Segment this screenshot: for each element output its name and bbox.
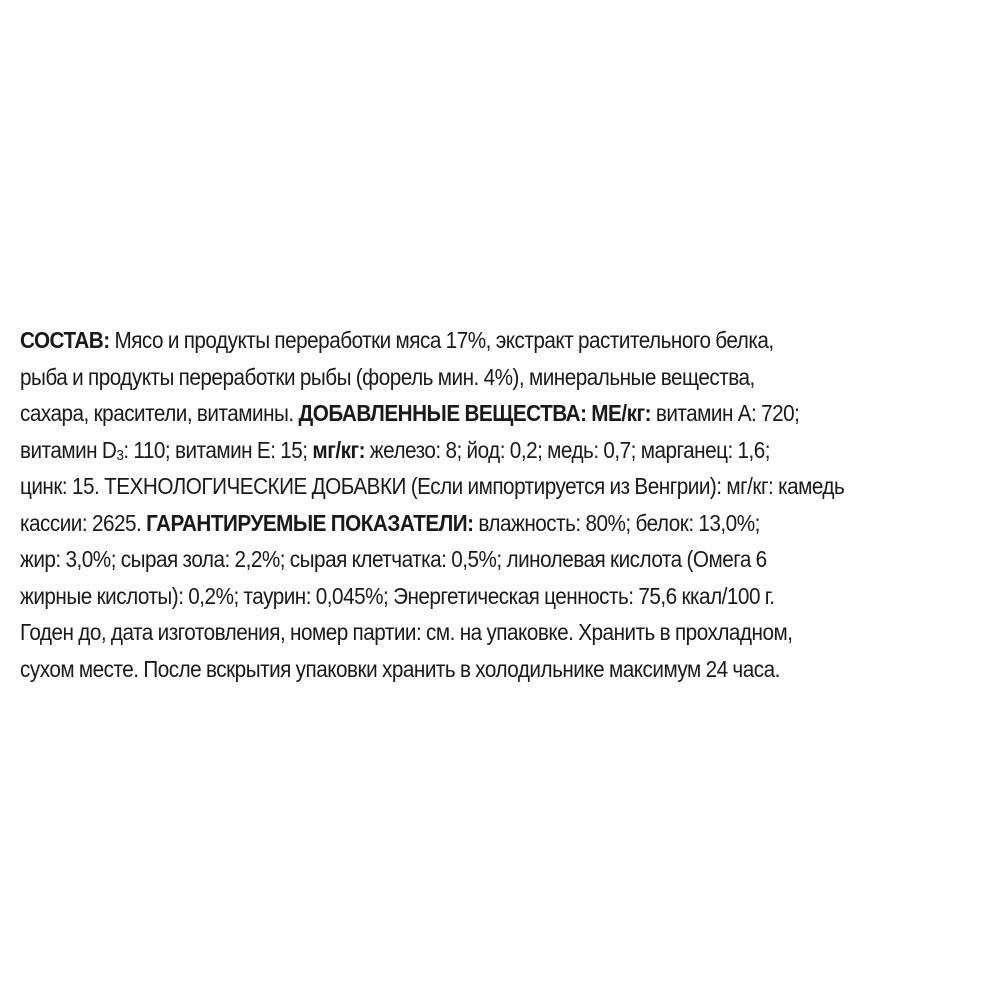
unit-me-per-kg: МЕ/кг:: [591, 400, 652, 426]
ingredients-text: Мясо и продукты переработки мяса 17%, экстракт растительного белка,: [114, 327, 774, 353]
text-line-8: [20, 578, 983, 615]
minerals-values: железо: 8; йод: 0,2; медь: 0,7; марганец: 1,6;: [369, 436, 771, 463]
ingredients-text: рыба и продукты переработки рыбы (форель мин. 4%), минеральные вещества,: [20, 363, 755, 390]
text-line-6: [20, 505, 983, 542]
zinc-and-tech-additives: цинк: 15. ТЕХНОЛОГИЧЕСКИЕ ДОБАВКИ (Если импортируется из Венгрии): мг/кг: камедь: [20, 473, 845, 499]
composition-text-block: [20, 322, 983, 687]
storage-text: Годен до, дата изготовления, номер партии: см. на упаковке. Хранить в прохладном,: [20, 619, 793, 645]
text-line-5: [20, 468, 983, 505]
vitamin-d-value: : 110; витамин Е: 15;: [123, 436, 308, 463]
guaranteed-values: жирные кислоты): 0,2%; таурин: 0,045%; Энергетическая ценность: 75,6 ккал/100 г.: [20, 582, 775, 609]
text-line-4: [20, 432, 983, 469]
vitamin-a-value: витамин А: 720;: [655, 400, 800, 426]
composition-heading: СОСТАВ:: [20, 327, 110, 353]
guaranteed-values: влажность: 80%; белок: 13,0%;: [478, 509, 760, 536]
vitamin-d-subscript: 3: [116, 446, 124, 464]
text-line-3: [20, 395, 983, 432]
guaranteed-values: жир: 3,0%; сырая зола: 2,2%; сырая клетчатка: 0,5%; линолевая кислота (Омега 6: [20, 546, 767, 572]
text-line-1: [20, 322, 983, 359]
text-line-2: [20, 359, 983, 396]
cassia-value: кассии: 2625.: [20, 509, 142, 536]
guaranteed-heading: ГАРАНТИРУЕМЫЕ ПОКАЗАТЕЛИ:: [146, 509, 474, 536]
ingredients-text: сахара, красители, витамины.: [20, 400, 294, 426]
unit-mg-per-kg: мг/кг:: [312, 436, 365, 463]
text-line-7: [20, 541, 983, 578]
vitamin-d-name: витамин D: [20, 436, 117, 463]
storage-text: сухом месте. После вскрытия упаковки хранить в холодильнике максимум 24 часа.: [20, 655, 780, 682]
additives-heading: ДОБАВЛЕННЫЕ ВЕЩЕСТВА:: [298, 400, 587, 426]
text-line-10: [20, 651, 983, 688]
text-line-9: [20, 614, 983, 651]
